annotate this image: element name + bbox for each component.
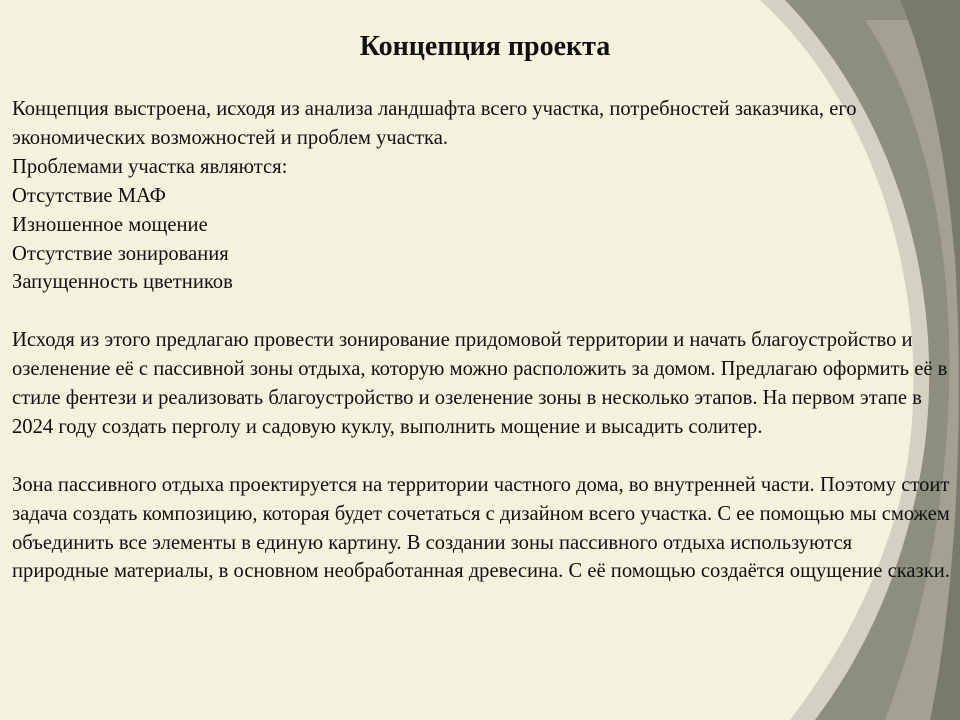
- intro-paragraph: Концепция выстроена, исходя из анализа ландшафта всего участка, потребностей заказчика, его экономических возможностей и проблем участка.: [12, 98, 857, 149]
- problem-item: Отсутствие зонирования: [12, 242, 229, 265]
- zone-paragraph: Зона пассивного отдыха проектируется на территории частного дома, во внутренней части. Поэтому стоит задача создать композицию, которая будет сочетаться с дизайном всего участка. С ее помощью мы сможем объединить все элементы в единую картину. В создании зоны пассивного отдыха используются природные материалы, в основном необработанная древесина. С её помощью создаётся ощущение сказки.: [12, 473, 950, 583]
- paragraph-gap: [12, 297, 952, 326]
- problem-item: Отсутствие МАФ: [12, 184, 166, 207]
- paragraph-gap: [12, 442, 952, 471]
- problem-item: Запущенность цветников: [12, 271, 233, 294]
- slide-title: Концепция проекта: [359, 31, 611, 62]
- problems-heading: Проблемами участка являются:: [12, 155, 288, 178]
- proposal-paragraph: Исходя из этого предлагаю провести зонирование придомовой территории и начать благоустройство и озеленение её с пассивной зоны отдыха, которую можно расположить за домом. Предлагаю оформить её в стиле фентези и реализовать благоустройство и озеленение зоны в несколько этапов. На первом этапе в 2024 году создать перголу и садовую куклу, выполнить мощение и высадить солитер.: [12, 329, 948, 438]
- problem-item: Изношенное мощение: [12, 213, 208, 236]
- slide-body: [12, 95, 952, 586]
